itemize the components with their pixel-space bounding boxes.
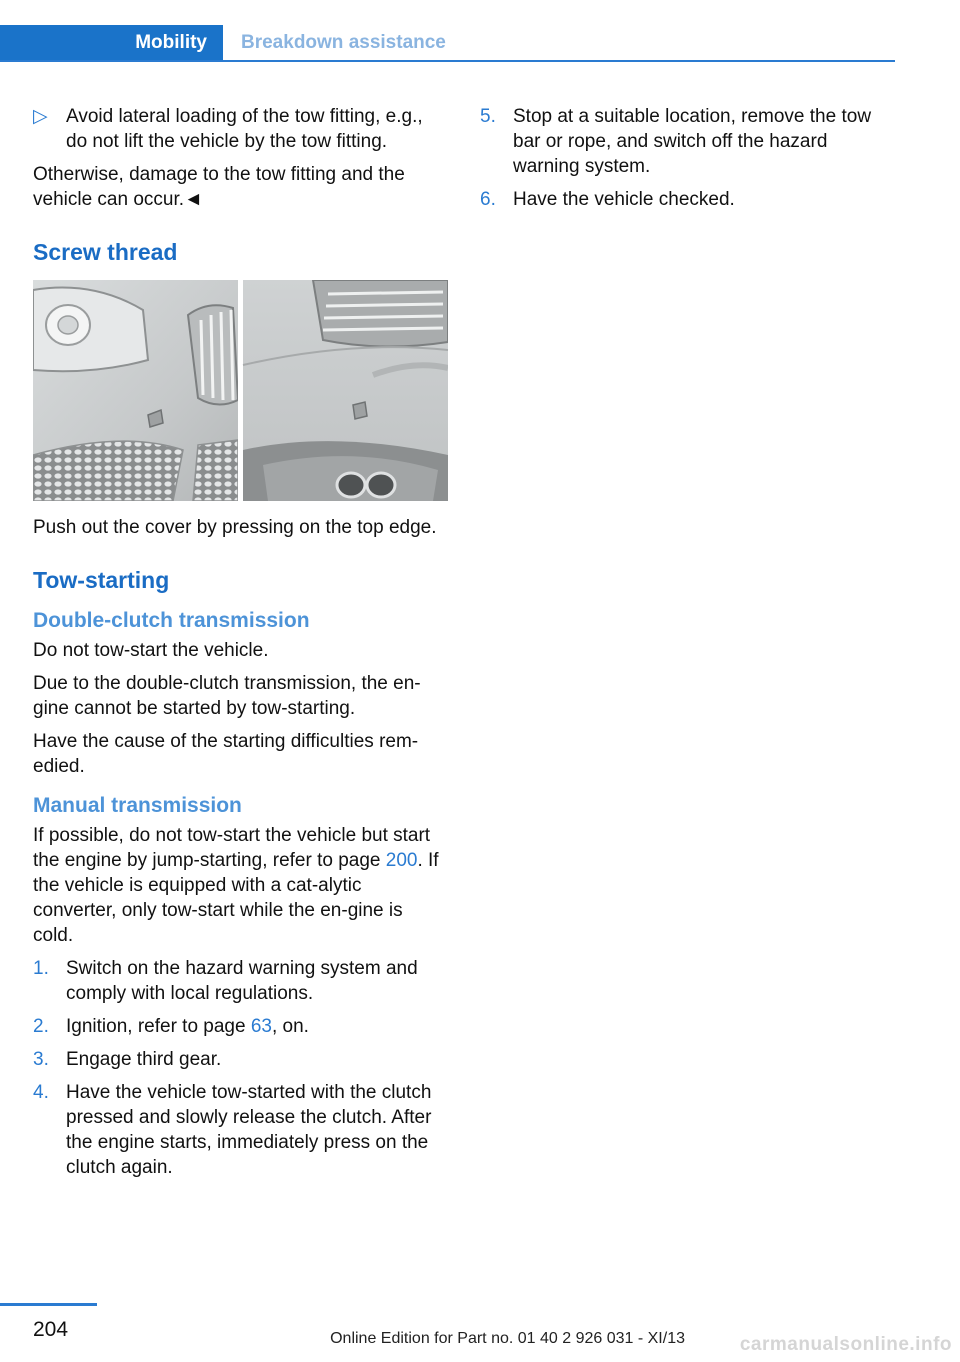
page-link-63[interactable]: 63 xyxy=(250,1016,272,1037)
tab-mobility[interactable]: Mobility xyxy=(0,25,223,61)
footer-rule xyxy=(0,1303,97,1306)
header-rule xyxy=(0,60,895,62)
screw-thread-caption: Push out the cover by pressing on the top edge. xyxy=(33,517,437,538)
step-item-2 xyxy=(33,1014,448,1039)
page-number: 204 xyxy=(33,1318,69,1341)
watermark: carmanualsonline.info xyxy=(739,1334,952,1355)
step-number: 5. xyxy=(480,106,496,127)
manual-paragraph xyxy=(33,823,448,948)
tow-fitting-cover-illustration xyxy=(33,280,448,501)
step-text-before: Ignition, refer to page xyxy=(66,1016,251,1037)
header-tabbar xyxy=(0,25,895,61)
warning-paragraph: Otherwise, damage to the tow fitting and the vehicle can occur.◄ xyxy=(33,164,405,210)
dct-paragraph-3: Have the cause of the starting difficulties rem‐edied. xyxy=(33,731,419,777)
dct-heading: Double-clutch transmission xyxy=(33,609,310,632)
step-text xyxy=(66,1014,448,1039)
tab-breakdown-assistance[interactable]: Breakdown assistance xyxy=(241,32,446,53)
screw-thread-heading: Screw thread xyxy=(33,239,178,265)
step-number: 6. xyxy=(480,189,496,210)
step-text: Have the vehicle tow-started with the clutch pressed and slowly release the clutch. After the engine starts, immediately press on the clutch again. xyxy=(66,1082,432,1178)
manual-text-after: . If the vehicle is equipped with a cat‐alytic converter, only tow-start while the en‐gine is cold. xyxy=(33,850,439,946)
step-number: 2. xyxy=(33,1016,49,1037)
edition-text: Online Edition for Part no. 01 40 2 926 031 - XI/13 xyxy=(330,1330,685,1347)
step-text: Engage third gear. xyxy=(66,1049,222,1070)
step-item-6 xyxy=(480,187,895,212)
tow-starting-heading: Tow-starting xyxy=(33,567,170,593)
warning-item-text: Avoid lateral loading of the tow fitting, e.g., do not lift the vehicle by the tow fitting. xyxy=(66,106,423,152)
right-column xyxy=(480,104,895,220)
step-item-4 xyxy=(33,1080,448,1180)
left-column xyxy=(33,104,448,1188)
step-text: Stop at a suitable location, remove the tow bar or rope, and switch off the hazard warning system. xyxy=(513,106,872,177)
step-item-3 xyxy=(33,1047,448,1072)
screw-thread-figure xyxy=(33,280,448,501)
step-number: 3. xyxy=(33,1049,49,1070)
step-number: 4. xyxy=(33,1082,49,1103)
triangle-bullet-icon: ▷ xyxy=(33,106,48,127)
manual-text-before: If possible, do not tow-start the vehicle but start the engine by jump-starting, refer to page xyxy=(33,825,431,871)
dct-paragraph-1: Do not tow-start the vehicle. xyxy=(33,640,269,661)
step-item-5 xyxy=(480,104,895,179)
step-text: Have the vehicle checked. xyxy=(513,189,735,210)
step-text-after: , on. xyxy=(271,1016,309,1037)
dct-paragraph-2: Due to the double-clutch transmission, the en‐gine cannot be started by tow-starting. xyxy=(33,673,421,719)
warning-list-item xyxy=(33,104,448,154)
manual-transmission-heading: Manual transmission xyxy=(33,794,242,817)
page-link-200[interactable]: 200 xyxy=(385,850,418,871)
step-number: 1. xyxy=(33,958,49,979)
step-item-1 xyxy=(33,956,448,1006)
step-text: Switch on the hazard warning system and comply with local regulations. xyxy=(66,958,418,1004)
